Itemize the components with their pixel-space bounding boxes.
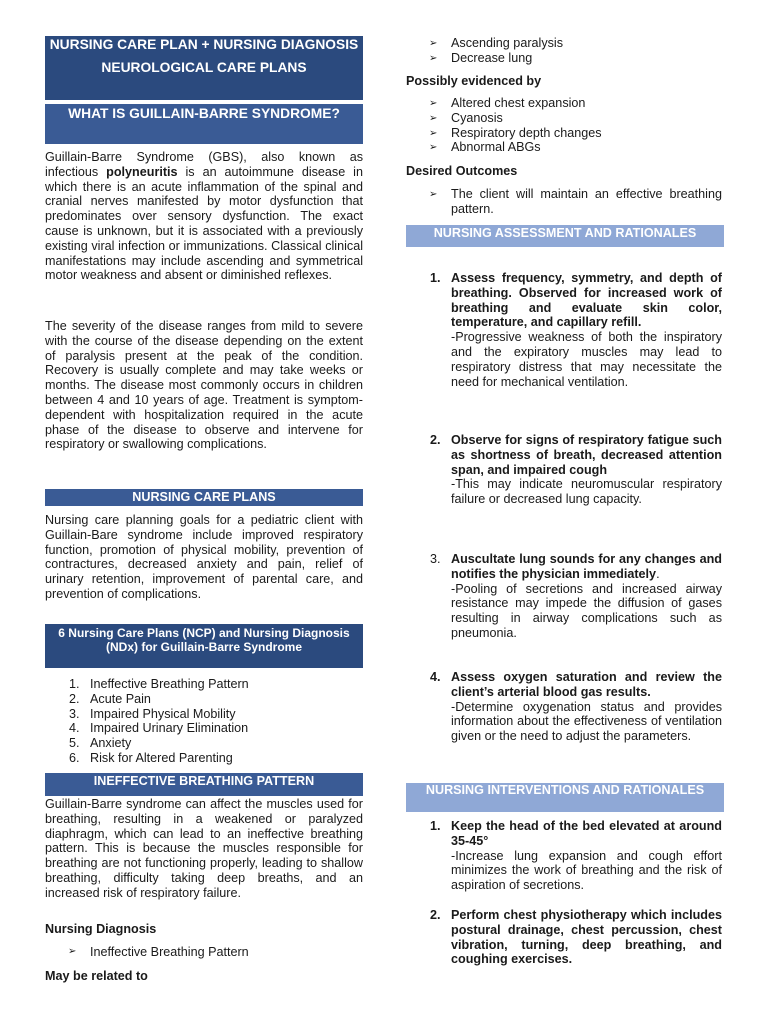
document-subtitle: NEUROLOGICAL CARE PLANS <box>101 59 307 75</box>
arrow-bullet-icon: ➢ <box>429 52 438 64</box>
desired-outcomes-list <box>406 187 722 217</box>
list-item-label: Cyanosis <box>451 110 503 125</box>
list-number: 2. <box>69 691 80 706</box>
list-number: 4. <box>69 721 80 736</box>
list-item-label: Altered chest expansion <box>451 96 586 110</box>
list-number: 3. <box>69 706 80 721</box>
item-rationale: -Increase lung expansion and cough effort minimizes the work of breathing and the risk of aspiration of secretions. <box>451 848 722 893</box>
list-item <box>406 140 722 155</box>
right-column <box>406 0 722 1024</box>
item-number: 2. <box>430 908 441 922</box>
document-title: NURSING CARE PLAN + NURSING DIAGNOSIS <box>49 37 359 52</box>
arrow-bullet-icon: ➢ <box>429 127 438 139</box>
evidenced-by-list <box>406 96 722 155</box>
assessment-item <box>406 433 722 507</box>
list-item-label: Abnormal ABGs <box>451 140 541 155</box>
item-rationale: -This may indicate neuromuscular respiratory failure or decreased lung capacity. <box>451 477 722 507</box>
polyneuritis-term: polyneuritis <box>106 164 178 179</box>
ncp-list-heading: 6 Nursing Care Plans (NCP) and Nursing Diagnosis (NDx) for Guillain-Barre Syndrome <box>45 624 363 668</box>
care-plans-paragraph: Nursing care planning goals for a pediatric client with Guillain-Bare syndrome include improved respiratory function, promotion of physical mobility, prevention of contractures, decreased anxiety and pain, relief of urinary retention, improvement of parental care, and prevention of complications. <box>45 513 363 601</box>
nursing-diagnosis-list <box>45 945 363 960</box>
ncp-list <box>45 677 363 766</box>
ncp-list-item-label: Impaired Urinary Elimination <box>90 721 249 736</box>
item-heading: Keep the head of the bed elevated at around 35-45° <box>451 819 722 848</box>
list-number: 5. <box>69 736 80 751</box>
document-title-block <box>45 36 363 100</box>
desired-outcomes-label: Desired Outcomes <box>406 164 518 178</box>
item-number: 2. <box>430 433 441 447</box>
related-to-label: May be related to <box>45 969 148 983</box>
list-item: ➢ Ineffective Breathing Pattern <box>68 945 249 959</box>
item-rationale: -Determine oxygenation status and provides information about the effectiveness of ventilation given or the need to adjust the parameters. <box>451 699 722 744</box>
ncp-list-item-label: Acute Pain <box>90 691 151 706</box>
ncp-list-item <box>45 677 363 692</box>
list-number: 6. <box>69 750 80 765</box>
item-heading: Auscultate lung sounds for any changes and notifies the physician immediately <box>451 552 722 581</box>
evidenced-by-label: Possibly evidenced by <box>406 74 542 88</box>
arrow-bullet-icon: ➢ <box>429 142 438 154</box>
gbs-intro-paragraph-1: Guillain-Barre Syndrome (GBS), also known as infectious polyneuritis is an autoimmune disease in which there is an acute inflammation of the spinal and cranial nerves manifested by motor dysfunction that predominates over sensory dysfunction. The exact cause is unknown, but it is associated with a previously existing viral infection or immunizations. Classical clinical manifestations may include ascending and symmetrical motor weakness and absent or diminished reflexes. <box>45 150 363 283</box>
item-heading: Observe for signs of respiratory fatigue such as shortness of breath, decreased attention span, and impaired cough <box>451 433 722 477</box>
list-number: 1. <box>69 677 80 691</box>
assessment-item: 3. Auscultate lung sounds for any changes and notifies the physician immediately. -Pooling of secretions and increased airway resistance may impede the diffusion of gases resulting in airway complications such as pneumonia. <box>430 552 722 640</box>
arrow-bullet-icon: ➢ <box>429 38 438 49</box>
ncp-list-item-label: Impaired Physical Mobility <box>90 706 236 721</box>
arrow-bullet-icon: ➢ <box>429 112 438 124</box>
item-heading: Assess frequency, symmetry, and depth of breathing. Observed for increased work of breathing and evaluate skin color, temperature, and capillary refill. <box>451 271 722 330</box>
ineffective-breathing-heading: INEFFECTIVE BREATHING PATTERN <box>45 773 363 796</box>
item-rationale: -Progressive weakness of both the inspiratory and the expiratory muscles may lead to respiratory distress that may necessitate the need for mechanical ventilation. <box>451 330 722 389</box>
gbs-intro-paragraph-2: The severity of the disease ranges from mild to severe with the course of the disease depending on the extent of paralysis present at the peak of the condition. Recovery is usually complete and may take weeks or months. The disease most commonly occurs in children between 4 and 10 years of age. Treatment is symptom-dependent with hospitalization required in the acute phase of the disease to observe and intervene for respiratory or swallowing complications. <box>45 319 363 452</box>
ineffective-breathing-paragraph: Guillain-Barre syndrome can affect the muscles used for breathing, resulting in a weakened or paralyzed diaphragm, which can lead to an ineffective breathing pattern. This is because the muscles responsible for breathing are not functioning properly, leading to shallow breathing, difficulty taking deep breaths, and an increased risk of respiratory failure. <box>45 797 363 900</box>
item-number: 3. <box>430 552 441 566</box>
arrow-bullet-icon: ➢ <box>68 946 77 957</box>
list-item <box>406 111 722 126</box>
nursing-care-plans-heading: NURSING CARE PLANS <box>45 489 363 506</box>
left-column <box>45 0 363 1024</box>
ncp-list-item-label: Risk for Altered Parenting <box>90 750 233 765</box>
arrow-bullet-icon: ➢ <box>429 98 438 109</box>
list-item-label: Respiratory depth changes <box>451 125 602 140</box>
list-item-label: Ascending paralysis <box>451 36 564 50</box>
item-number: 1. <box>430 819 441 833</box>
list-item <box>406 51 722 66</box>
list-item <box>406 36 722 51</box>
ncp-list-item <box>45 692 363 707</box>
list-item <box>406 96 722 111</box>
assessment-item <box>406 670 722 744</box>
item-number: 4. <box>430 670 441 684</box>
list-item <box>406 126 722 141</box>
item-rationale: -Pooling of secretions and increased airway resistance may impede the diffusion of gases resulting in airway complications such as pneumonia. <box>451 581 722 640</box>
arrow-bullet-icon: ➢ <box>429 189 438 200</box>
ncp-list-item-label: Anxiety <box>90 736 132 751</box>
ncp-list-item <box>45 721 363 736</box>
item-heading: Assess oxygen saturation and review the client’s arterial blood gas results. <box>451 670 722 699</box>
item-heading: Perform chest physiotherapy which includes postural drainage, chest percussion, chest vibration, turning, deep breathing, and coughing exercises. <box>451 908 722 967</box>
ncp-list-item <box>45 736 363 751</box>
interventions-item <box>406 819 722 893</box>
nursing-diagnosis-label: Nursing Diagnosis <box>45 922 157 936</box>
list-item-label: Decrease lung <box>451 50 533 65</box>
assessment-heading: NURSING ASSESSMENT AND RATIONALES <box>406 225 724 247</box>
ncp-list-item-label: Ineffective Breathing Pattern <box>90 677 249 691</box>
related-to-list <box>406 36 722 66</box>
interventions-item <box>406 908 722 967</box>
interventions-heading: NURSING INTERVENTIONS AND RATIONALES <box>406 783 724 812</box>
item-number: 1. <box>430 271 441 285</box>
what-is-gbs-heading: WHAT IS GUILLAIN-BARRE SYNDROME? <box>45 104 363 144</box>
ncp-list-item <box>45 751 363 766</box>
ncp-list-item <box>45 707 363 722</box>
list-item: ➢ The client will maintain an effective breathing pattern. <box>429 187 722 216</box>
assessment-item <box>406 271 722 389</box>
